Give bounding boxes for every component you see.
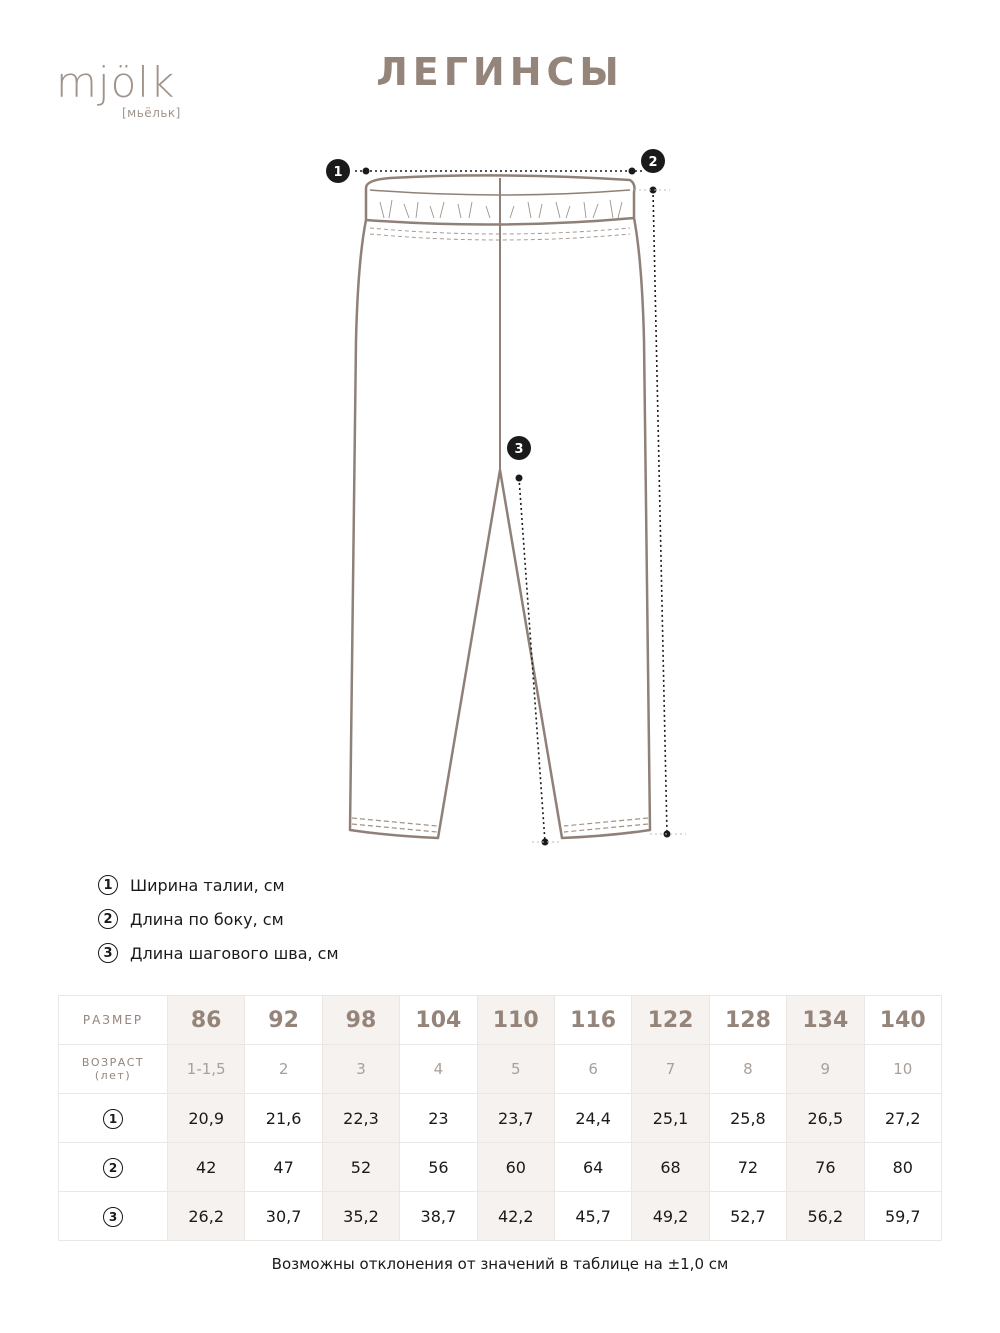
age-label-unit: (лет) xyxy=(94,1069,132,1082)
size-cell: 110 xyxy=(477,996,554,1045)
leggings-drawing xyxy=(300,140,720,860)
size-cell: 140 xyxy=(864,996,941,1045)
value-cell: 30,7 xyxy=(245,1192,322,1241)
marker-3 xyxy=(507,436,531,460)
svg-text:1: 1 xyxy=(333,165,343,180)
age-cell: 7 xyxy=(632,1045,709,1094)
hem-stitching xyxy=(352,818,648,832)
legend-item-inseam xyxy=(98,936,339,970)
value-cell: 52 xyxy=(322,1143,399,1192)
age-cell: 6 xyxy=(554,1045,631,1094)
measurement-legend xyxy=(98,868,339,970)
value-cell: 60 xyxy=(477,1143,554,1192)
value-cell: 21,6 xyxy=(245,1094,322,1143)
age-cell: 8 xyxy=(709,1045,786,1094)
legend-number: 1 xyxy=(98,875,118,895)
value-cell: 68 xyxy=(632,1143,709,1192)
value-cell: 76 xyxy=(787,1143,864,1192)
age-cell: 9 xyxy=(787,1045,864,1094)
row-number: 2 xyxy=(103,1158,123,1178)
value-cell: 56,2 xyxy=(787,1192,864,1241)
brand-name: mjölk xyxy=(56,58,176,107)
left-leg-outline xyxy=(350,220,500,838)
age-cell: 2 xyxy=(245,1045,322,1094)
value-cell: 25,1 xyxy=(632,1094,709,1143)
value-cell: 64 xyxy=(554,1143,631,1192)
size-cell: 134 xyxy=(787,996,864,1045)
value-cell: 47 xyxy=(245,1143,322,1192)
age-cell: 10 xyxy=(864,1045,941,1094)
value-cell: 59,7 xyxy=(864,1192,941,1241)
legend-text: Длина шагового шва, см xyxy=(130,943,339,963)
age-cell: 3 xyxy=(322,1045,399,1094)
value-cell: 45,7 xyxy=(554,1192,631,1241)
measure-side-length xyxy=(634,149,686,838)
row-number-cell xyxy=(59,1192,168,1241)
legend-number: 2 xyxy=(98,909,118,929)
value-cell: 49,2 xyxy=(632,1192,709,1241)
size-cell: 86 xyxy=(168,996,245,1045)
size-cell: 92 xyxy=(245,996,322,1045)
age-label-title: ВОЗРАСТ xyxy=(81,1056,145,1069)
value-cell: 56 xyxy=(400,1143,477,1192)
value-cell: 23,7 xyxy=(477,1094,554,1143)
value-cell: 52,7 xyxy=(709,1192,786,1241)
legend-text: Ширина талии, см xyxy=(130,875,285,895)
age-cell: 4 xyxy=(400,1045,477,1094)
size-cell: 116 xyxy=(554,996,631,1045)
legend-number: 3 xyxy=(98,943,118,963)
value-cell: 35,2 xyxy=(322,1192,399,1241)
row-number-cell xyxy=(59,1143,168,1192)
size-cell: 128 xyxy=(709,996,786,1045)
value-cell: 42,2 xyxy=(477,1192,554,1241)
legend-item-waist xyxy=(98,868,339,902)
brand-subtitle: [мьёльк] xyxy=(122,106,181,120)
age-cell: 1-1,5 xyxy=(168,1045,245,1094)
age-row xyxy=(59,1045,942,1094)
row-number: 3 xyxy=(103,1207,123,1227)
marker-1 xyxy=(326,159,350,183)
legend-item-side-length xyxy=(98,902,339,936)
value-cell: 42 xyxy=(168,1143,245,1192)
size-label: РАЗМЕР xyxy=(59,996,168,1045)
inseam-row xyxy=(59,1192,942,1241)
age-cell: 5 xyxy=(477,1045,554,1094)
value-cell: 24,4 xyxy=(554,1094,631,1143)
marker-2 xyxy=(641,149,665,173)
side-length-row xyxy=(59,1143,942,1192)
age-label xyxy=(59,1045,168,1094)
row-number: 1 xyxy=(103,1109,123,1129)
waist-row xyxy=(59,1094,942,1143)
value-cell: 26,2 xyxy=(168,1192,245,1241)
value-cell: 80 xyxy=(864,1143,941,1192)
value-cell: 38,7 xyxy=(400,1192,477,1241)
size-cell: 104 xyxy=(400,996,477,1045)
row-number-cell xyxy=(59,1094,168,1143)
page-title: ЛЕГИНСЫ xyxy=(376,50,624,94)
value-cell: 23 xyxy=(400,1094,477,1143)
value-cell: 72 xyxy=(709,1143,786,1192)
legend-text: Длина по боку, см xyxy=(130,909,284,929)
value-cell: 20,9 xyxy=(168,1094,245,1143)
size-cell: 122 xyxy=(632,996,709,1045)
value-cell: 25,8 xyxy=(709,1094,786,1143)
svg-text:3: 3 xyxy=(514,442,524,457)
size-cell: 98 xyxy=(322,996,399,1045)
size-row xyxy=(59,996,942,1045)
value-cell: 22,3 xyxy=(322,1094,399,1143)
value-cell: 27,2 xyxy=(864,1094,941,1143)
svg-text:2: 2 xyxy=(648,155,658,170)
value-cell: 26,5 xyxy=(787,1094,864,1143)
size-table xyxy=(58,995,942,1241)
tolerance-footnote: Возможны отклонения от значений в таблице на ±1,0 см xyxy=(271,1255,729,1273)
